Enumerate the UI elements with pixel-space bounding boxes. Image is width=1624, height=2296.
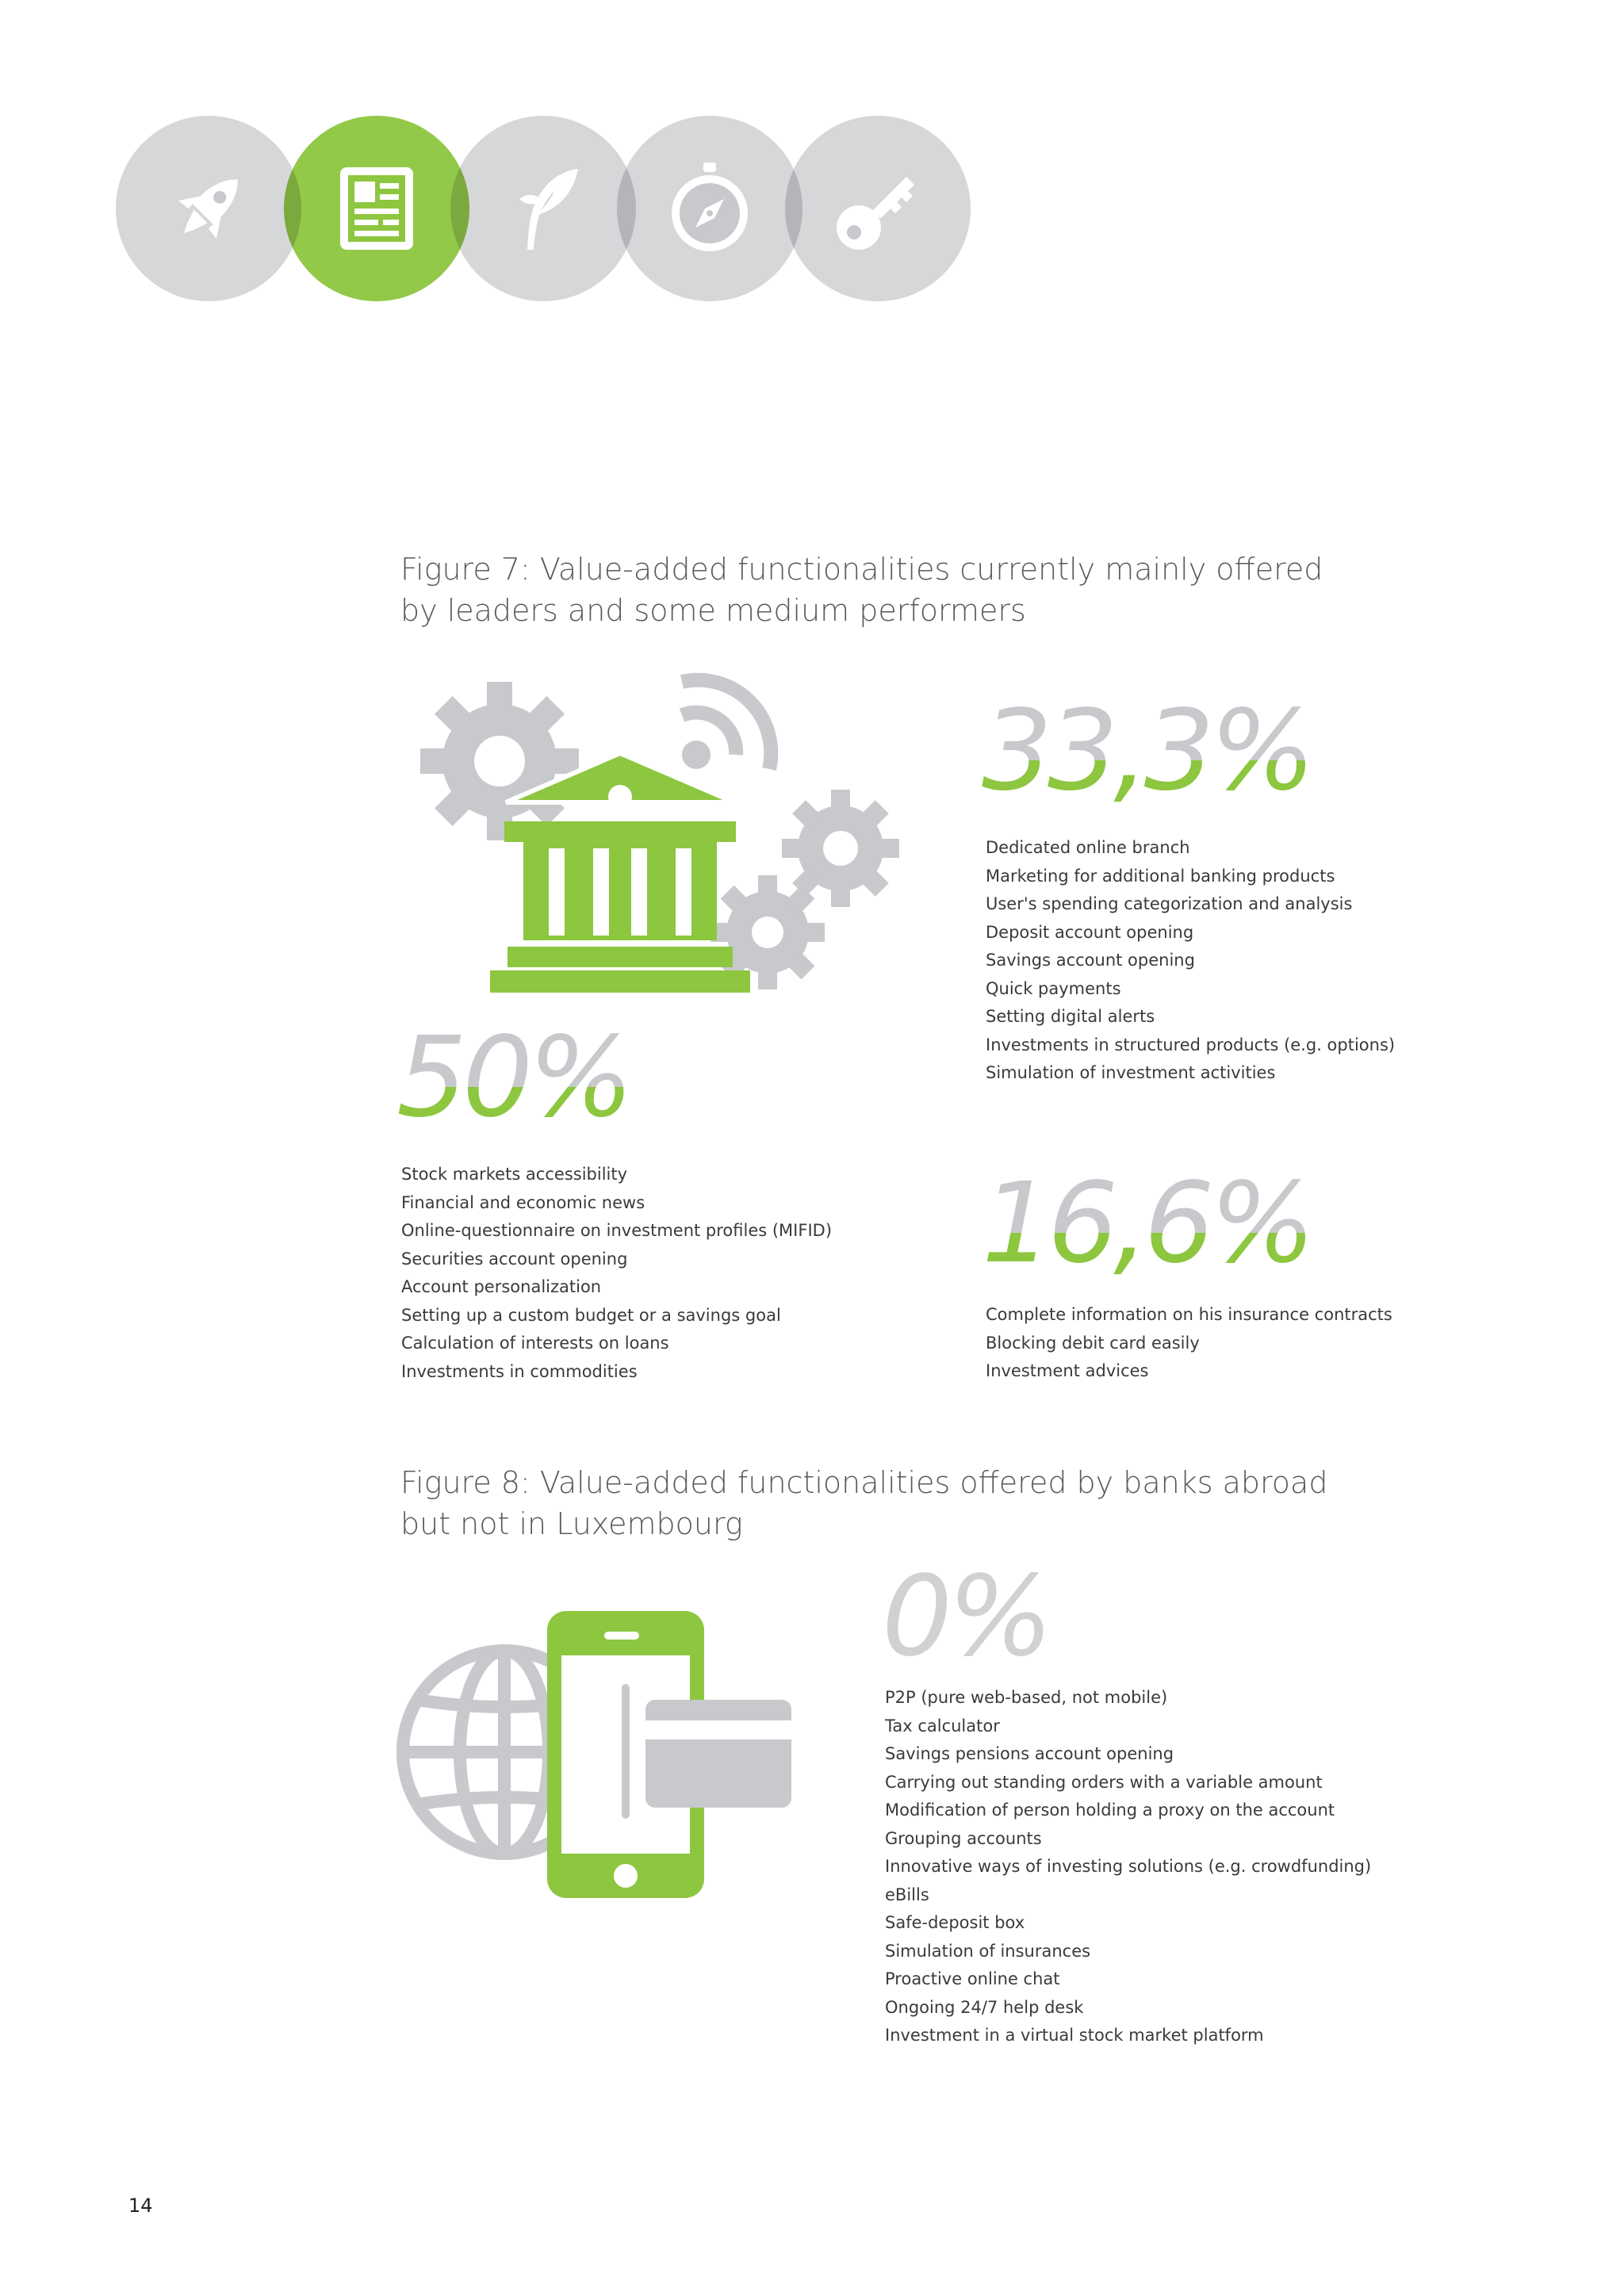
list-item: Carrying out standing orders with a variable amount [885,1772,1323,1792]
list-item: Marketing for additional banking products [986,866,1335,886]
list-item: Stock markets accessibility [401,1165,628,1184]
stat-value: 33,3% [982,687,1311,816]
list-item: P2P (pure web-based, not mobile) [885,1688,1168,1707]
compass-icon [662,161,757,256]
bank-illustration [412,666,904,999]
list-item: Simulation of insurances [885,1941,1091,1961]
newspaper-icon [329,161,424,256]
list-item: Innovative ways of investing solutions (e.g. crowdfunding) [885,1857,1372,1876]
list-item: Quick payments [986,978,1121,998]
nav-leaf[interactable] [450,116,636,301]
feature-list [401,1161,832,1386]
list-item: Savings account opening [986,951,1195,970]
credit-card-icon [645,1700,791,1808]
mobile-banking-illustration [393,1605,806,1906]
list-item: Tax calculator [885,1716,1000,1735]
list-item: Account personalization [401,1277,602,1296]
nav-rocket[interactable] [116,116,301,301]
list-item: Setting up a custom budget or a savings goal [401,1305,781,1325]
list-item: User's spending categorization and analysis [986,894,1353,913]
list-item: Online-questionnaire on investment profiles (MIFID) [401,1221,833,1240]
page-number: 14 [128,2195,153,2217]
key-icon [830,161,925,256]
list-item: Dedicated online branch [986,838,1190,857]
wifi-icon [682,680,771,769]
list-item: Investments in structured products (e.g. options) [986,1035,1396,1054]
list-item: Modification of person holding a proxy on the account [885,1800,1335,1820]
gear-icon [420,682,579,840]
stat-value: 50% [396,1013,630,1142]
list-item: Ongoing 24/7 help desk [885,1997,1084,2017]
figure7-title: Figure 7: Value-added functionalities currently mainly offered by leaders and some medium performers [400,552,1323,628]
stat-value: 0% [882,1552,1049,1682]
stat-value: 16,6% [982,1159,1311,1288]
list-item: Investment advices [986,1361,1149,1380]
leaf-icon [496,161,591,256]
nav-compass[interactable] [617,116,802,301]
list-item: Calculation of interests on loans [401,1334,669,1353]
list-item: Safe-deposit box [885,1913,1025,1932]
nav-key[interactable] [785,116,971,301]
list-item: Investment in a virtual stock market platform [885,2026,1264,2045]
feature-list [986,1301,1392,1386]
list-item: Blocking debit card easily [986,1333,1200,1353]
list-item: eBills [885,1885,929,1904]
rocket-icon [161,161,256,256]
list-item: Setting digital alerts [986,1007,1155,1026]
list-item: Financial and economic news [401,1192,645,1212]
nav-newspaper[interactable] [284,116,469,301]
list-item: Simulation of investment activities [986,1063,1276,1082]
list-item: Complete information on his insurance contracts [986,1305,1392,1324]
list-item: Proactive online chat [885,1969,1060,1988]
feature-list [885,1684,1371,2050]
figure8-title: Figure 8: Value-added functionalities offered by banks abroad but not in Luxembourg [400,1465,1328,1541]
list-item: Deposit account opening [986,922,1194,942]
list-item: Securities account opening [401,1249,628,1269]
feature-list [986,834,1395,1088]
list-item: Savings pensions account opening [885,1744,1174,1763]
list-item: Grouping accounts [885,1828,1042,1848]
list-item: Investments in commodities [401,1361,638,1381]
